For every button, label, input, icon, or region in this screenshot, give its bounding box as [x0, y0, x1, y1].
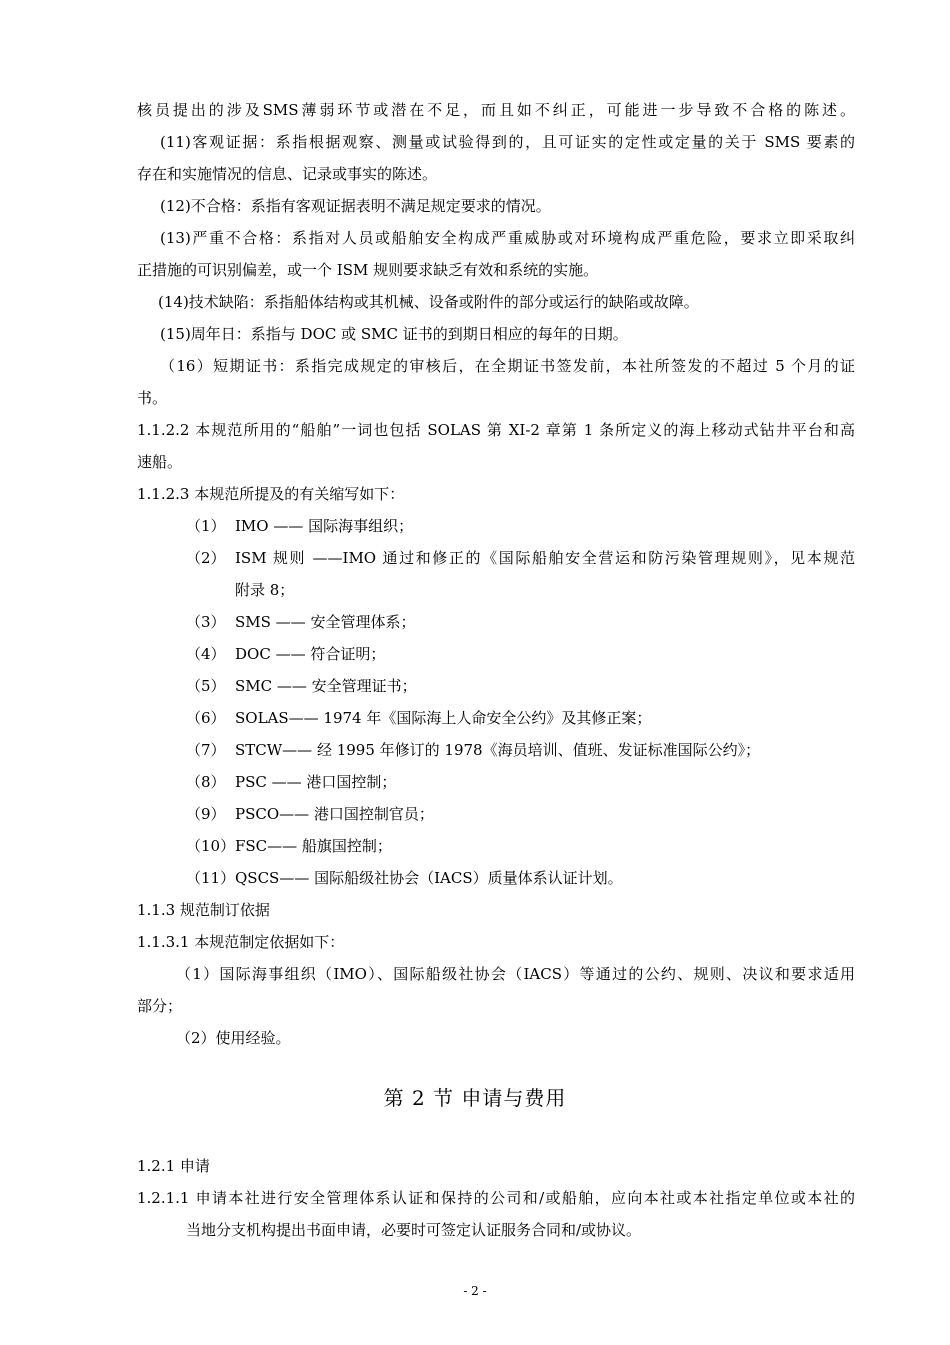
- basis-item-2: （2）使用经验。: [176, 1029, 291, 1047]
- list-number: （4）: [186, 645, 226, 663]
- list-number: （5）: [186, 677, 226, 695]
- list-item: FSC—— 船旗国控制；: [235, 837, 392, 855]
- page-number: - 2 -: [463, 1284, 487, 1298]
- definition-short-term-certificate: （16）短期证书：系指完成规定的审核后，在全期证书签发前，本社所签发的不超过 5 个月的证: [160, 357, 855, 375]
- paragraph-line: 核员提出的涉及SMS薄弱环节或潜在不足，而且如不纠正，可能进一步导致不合格的陈述。: [137, 101, 855, 119]
- definition-objective-evidence: (11)客观证据：系指根据观察、测量或试验得到的，且可证实的定性或定量的关于 SMS 要素的: [160, 133, 855, 151]
- definition-major-nonconformity: (13)严重不合格：系指对人员或船舶安全构成严重威胁或对环境构成严重危险，要求立即采取纠: [160, 229, 855, 247]
- list-number: （9）: [186, 805, 226, 823]
- clause-1-1-3-title: 1.1.3 规范制订依据: [137, 901, 270, 919]
- list-number: （10）: [186, 837, 236, 855]
- clause-1-2-1-title: 1.2.1 申请: [137, 1157, 210, 1175]
- basis-item-1: （1）国际海事组织（IMO）、国际船级社协会（IACS）等通过的公约、规则、决议和要求适用: [176, 965, 855, 983]
- list-number: （7）: [186, 741, 226, 759]
- paragraph-line: 速船。: [137, 453, 183, 471]
- list-item: PSC —— 港口国控制；: [235, 773, 397, 791]
- list-number: （2）: [186, 549, 226, 567]
- list-number: （11）: [186, 869, 236, 887]
- clause-1-1-2-3: 1.1.2.3 本规范所提及的有关缩写如下：: [137, 485, 405, 503]
- paragraph-line: 存在和实施情况的信息、记录或事实的陈述。: [137, 165, 438, 183]
- clause-1-1-3-1: 1.1.3.1 本规范制定依据如下：: [137, 933, 345, 951]
- definition-technical-defect: (14)技术缺陷：系指船体结构或其机械、设备或附件的部分或运行的缺陷或故障。: [158, 293, 699, 311]
- list-item: SMC —— 安全管理证书；: [235, 677, 417, 695]
- clause-1-1-2-2: 1.1.2.2 本规范所用的“船舶”一词也包括 SOLAS 第 XI-2 章第 1 条所定义的海上移动式钻井平台和高: [137, 421, 855, 439]
- list-item: DOC —— 符合证明；: [235, 645, 386, 663]
- definition-nonconformity: (12)不合格：系指有客观证据表明不满足规定要求的情况。: [160, 197, 551, 215]
- paragraph-line: 正措施的可识别偏差，或一个 ISM 规则要求缺乏有效和系统的实施。: [137, 261, 599, 279]
- list-item: STCW—— 经 1995 年修订的 1978《海员培训、值班、发证标准国际公约》；: [235, 741, 761, 759]
- definition-anniversary-date: (15)周年日：系指与 DOC 或 SMC 证书的到期日相应的每年的日期。: [160, 325, 628, 343]
- list-item: ISM 规则 ——IMO 通过和修正的《国际船舶安全营运和防污染管理规则》，见本规范: [235, 549, 855, 567]
- list-number: （1）: [186, 517, 226, 535]
- clause-1-2-1-1: 1.2.1.1 申请本社进行安全管理体系认证和保持的公司和/或船舶，应向本社或本社指定单位或本社的: [137, 1189, 855, 1207]
- list-item: PSCO—— 港口国控制官员；: [235, 805, 434, 823]
- paragraph-line: 书。: [137, 389, 168, 407]
- list-item: QSCS—— 国际船级社协会（IACS）质量体系认证计划。: [235, 869, 623, 887]
- list-number: （6）: [186, 709, 226, 727]
- paragraph-line: 部分；: [137, 997, 183, 1015]
- list-number: （8）: [186, 773, 226, 791]
- list-item: SOLAS—— 1974 年《国际海上人命安全公约》及其修正案；: [235, 709, 652, 727]
- paragraph-line: 当地分支机构提出书面申请，必要时可签定认证服务合同和/或协议。: [186, 1221, 642, 1239]
- list-item-continuation: 附录 8；: [235, 581, 295, 599]
- list-item: IMO —— 国际海事组织；: [235, 517, 414, 535]
- section-heading: 第 2 节 申请与费用: [383, 1086, 567, 1110]
- list-number: （3）: [186, 613, 226, 631]
- list-item: SMS —— 安全管理体系；: [235, 613, 416, 631]
